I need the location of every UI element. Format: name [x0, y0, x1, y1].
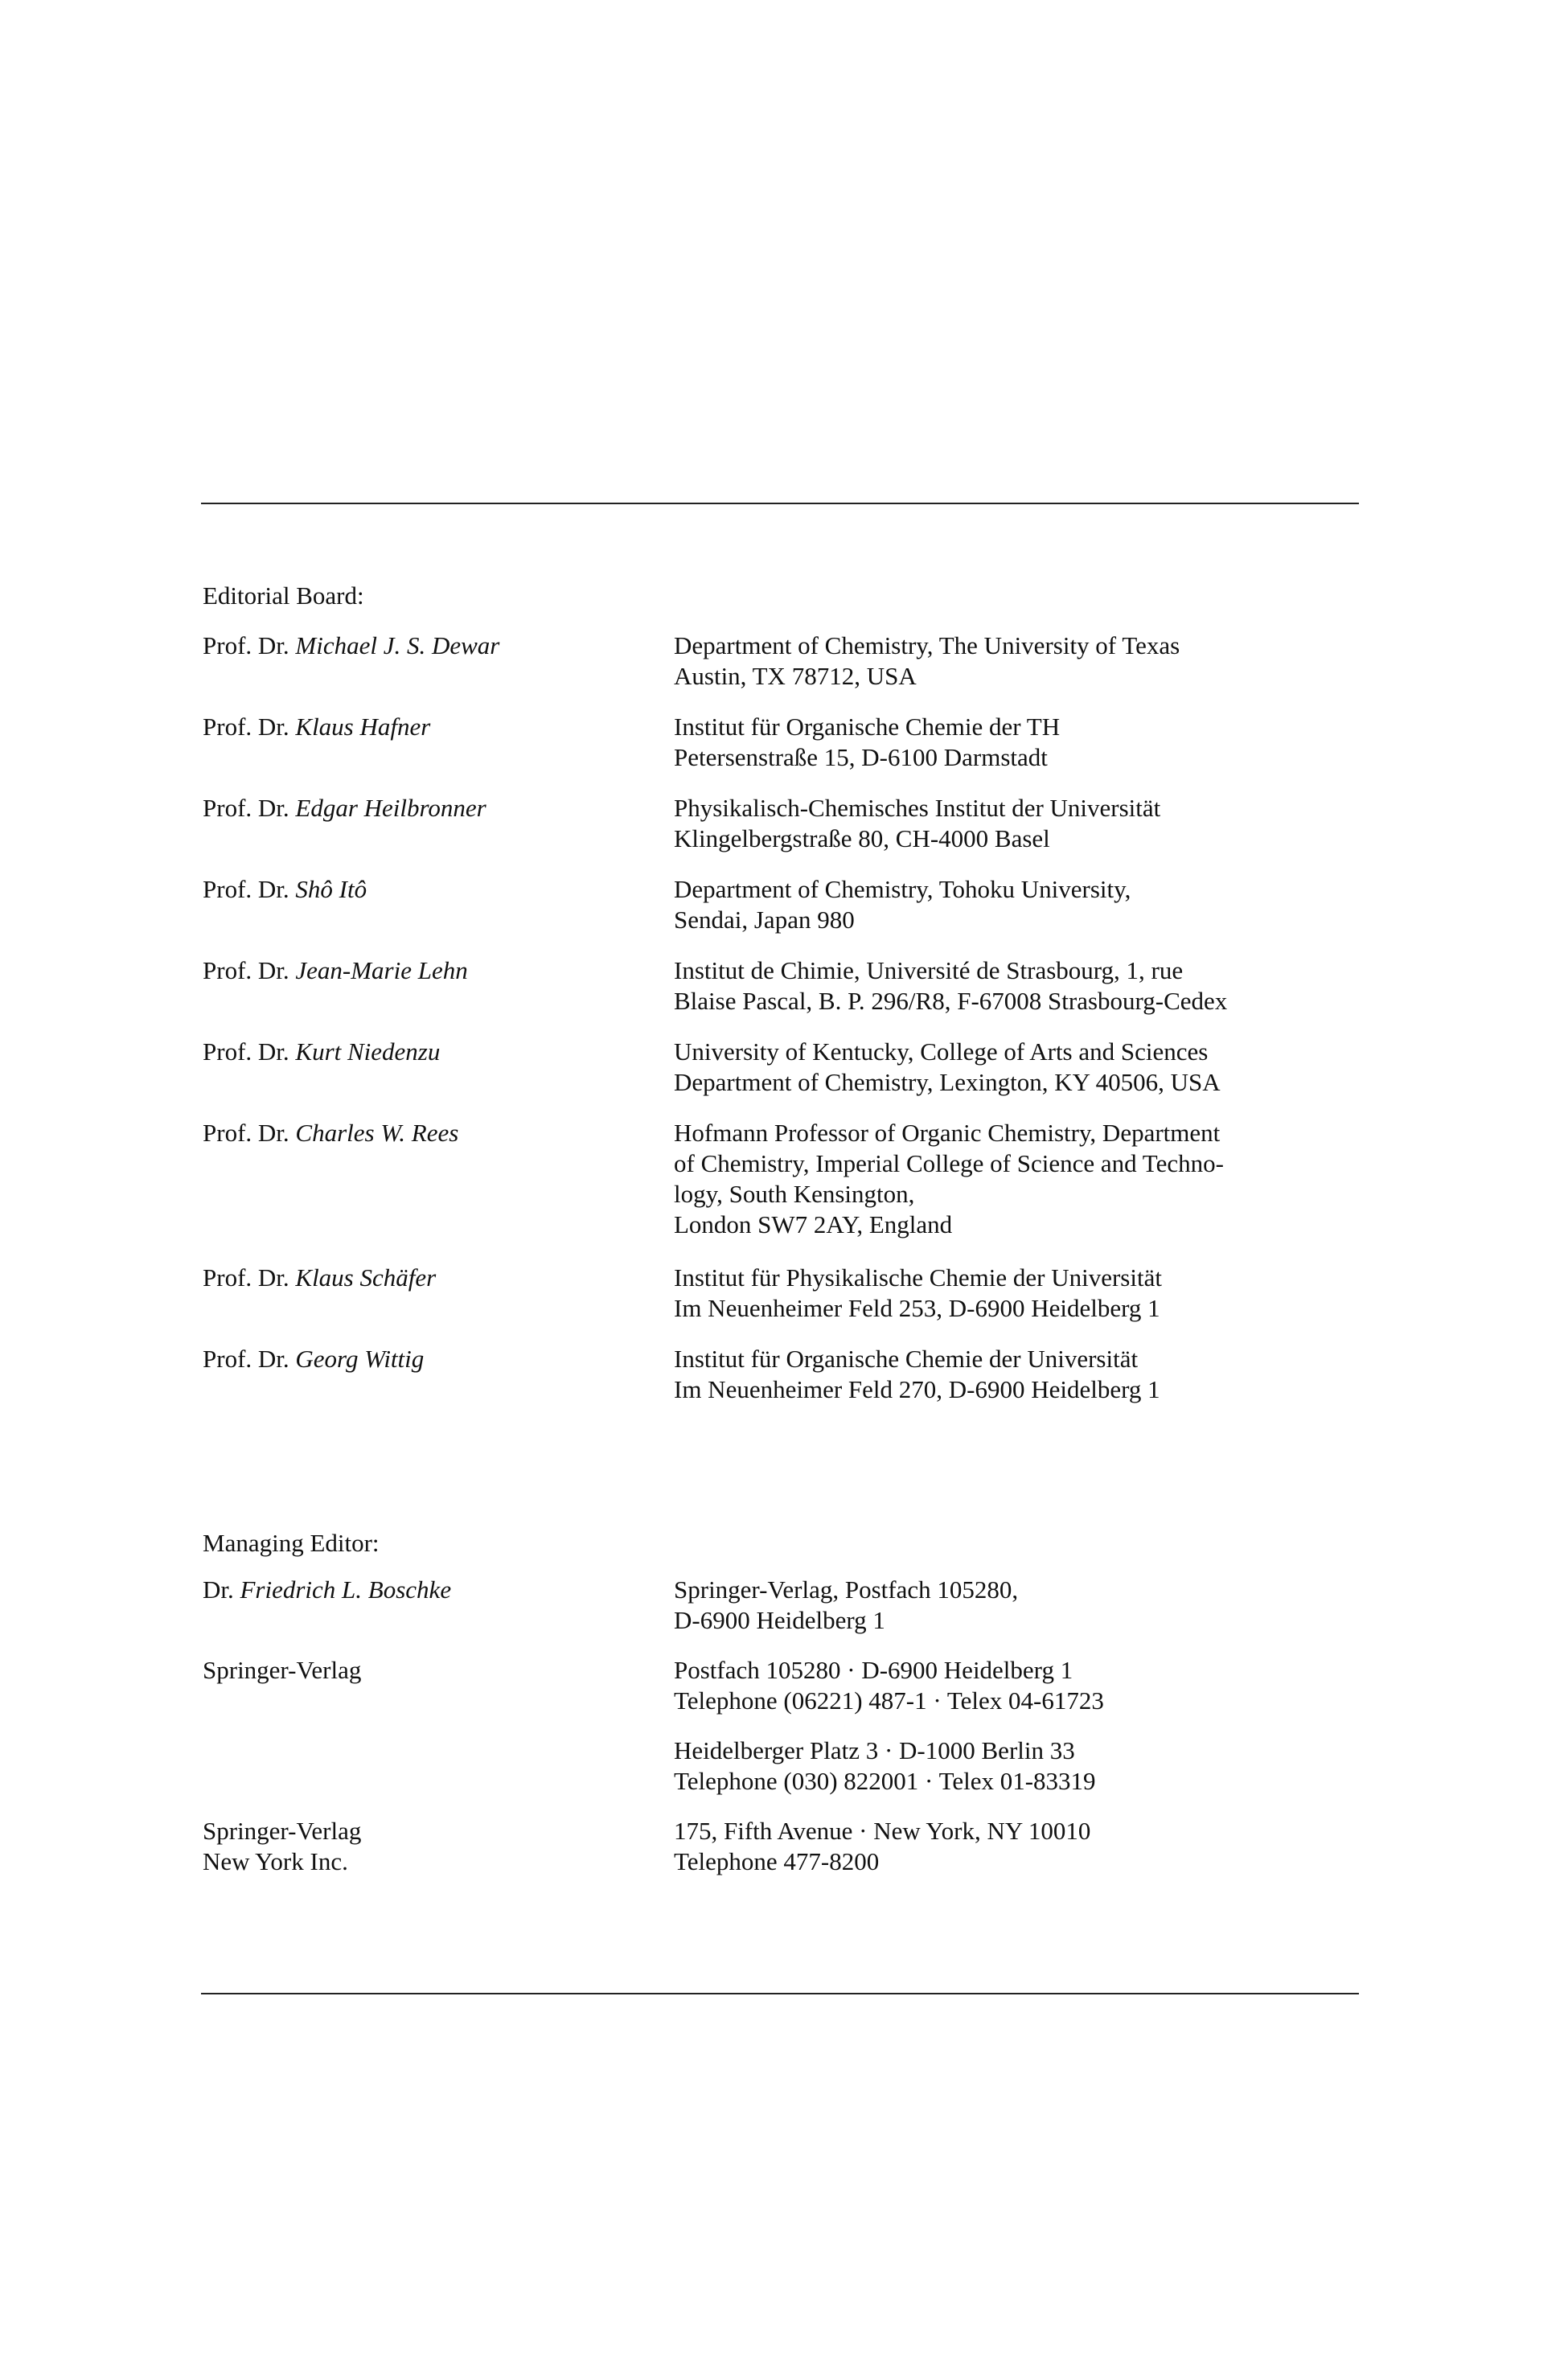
top-rule	[201, 503, 1359, 504]
publisher-name: Springer-Verlag New York Inc.	[203, 1817, 362, 1875]
publisher-new-york	[203, 1816, 1361, 1912]
member-address: Institut für Organische Chemie der Universität Im Neuenheimer Feld 270, D-6900 Heidelberg 1	[674, 1345, 1160, 1403]
member-address: Physikalisch-Chemisches Institut der Universität Klingelbergstraße 80, CH-4000 Basel	[674, 794, 1161, 852]
board-member	[203, 1118, 1361, 1247]
member-name: Prof. Dr. Michael J. S. Dewar	[203, 631, 500, 659]
publisher-address: 175, Fifth Avenue · New York, NY 10010 Telephone 477-8200	[674, 1817, 1091, 1875]
bottom-rule	[201, 1993, 1359, 1994]
managing-editor-heading: Managing Editor:	[203, 1529, 380, 1557]
member-name: Prof. Dr. Shô Itô	[203, 875, 367, 903]
publisher-name: Springer-Verlag	[203, 1656, 362, 1684]
member-address: Department of Chemistry, The University of Texas Austin, TX 78712, USA	[674, 631, 1180, 690]
member-address: Hofmann Professor of Organic Chemistry, Department of Chemistry, Imperial College of Science and Techno- logy, South Kensington, London SW7 2AY, England	[674, 1119, 1224, 1238]
member-address: Institut für Physikalische Chemie der Universität Im Neuenheimer Feld 253, D-6900 Heidelberg 1	[674, 1263, 1162, 1322]
member-name: Prof. Dr. Jean-Marie Lehn	[203, 956, 468, 984]
member-name: Prof. Dr. Kurt Niedenzu	[203, 1037, 441, 1066]
member-address: Department of Chemistry, Tohoku University, Sendai, Japan 980	[674, 875, 1131, 934]
member-name: Prof. Dr. Georg Wittig	[203, 1345, 425, 1373]
member-name: Prof. Dr. Charles W. Rees	[203, 1119, 459, 1147]
member-address: Institut für Organische Chemie der TH Petersenstraße 15, D-6100 Darmstadt	[674, 713, 1061, 771]
board-member	[203, 1344, 1361, 1440]
member-address: University of Kentucky, College of Arts and Sciences Department of Chemistry, Lexington, KY 40506, USA	[674, 1037, 1221, 1096]
editor-name: Dr. Friedrich L. Boschke	[203, 1575, 452, 1604]
member-address: Institut de Chimie, Université de Strasbourg, 1, rue Blaise Pascal, B. P. 296/R8, F-67008 Strasbourg-Cedex	[674, 956, 1228, 1015]
member-name: Prof. Dr. Klaus Hafner	[203, 713, 431, 741]
editor-address: Springer-Verlag, Postfach 105280, D-6900 Heidelberg 1	[674, 1575, 1019, 1634]
publisher-address: Postfach 105280 · D-6900 Heidelberg 1 Telephone (06221) 487-1 · Telex 04-61723	[674, 1656, 1104, 1715]
member-name: Prof. Dr. Klaus Schäfer	[203, 1263, 437, 1292]
member-name: Prof. Dr. Edgar Heilbronner	[203, 794, 486, 822]
editorial-board-heading: Editorial Board:	[203, 581, 364, 610]
publisher-address: Heidelberger Platz 3 · D-1000 Berlin 33 Telephone (030) 822001 · Telex 01-83319	[674, 1736, 1096, 1795]
